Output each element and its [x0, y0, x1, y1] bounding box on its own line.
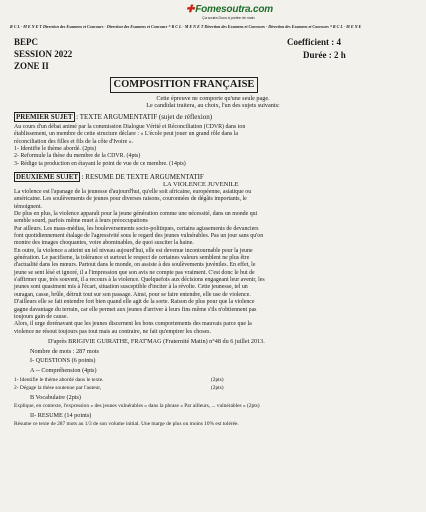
- sujet2-text: [14, 189, 265, 336]
- intro-line-1: Cette épreuve ne comporte qu'une seule page.: [156, 95, 270, 102]
- question-1-points: (2pts): [211, 377, 224, 383]
- question-2-points: (2pts): [211, 385, 224, 391]
- sujet1-line: réconciliation des filles et fils de la côte d'Ivoire ».: [14, 138, 134, 145]
- exam-zone: ZONE II: [14, 61, 49, 71]
- exam-session: SESSION 2022: [14, 49, 73, 59]
- exam-name: BEPC: [14, 37, 39, 47]
- logo-tagline: Ça soutra Docs à portée de main: [202, 15, 255, 20]
- text-line: gagne davantage du terrain, car elle permet aux jeunes d'arriver à leurs fins même s'ils n'obtiennent pas: [14, 306, 257, 313]
- questions-title: I- QUESTIONS (6 points): [30, 357, 96, 364]
- sujet1-line: établissement, un membre de cette structure déclare : « L'école peut jouer un grand rôle dans la: [14, 131, 238, 138]
- sujet1-question: 1- Identifie le thème abordé. (2pts): [14, 146, 97, 153]
- question-1: 1- Identifie le thème abordé dans le texte.: [14, 377, 104, 383]
- text-line: semble sourd, parfois même muet à leurs préoccupations: [14, 218, 148, 225]
- resume-question: Résume ce texte de 287 mots au 1/3 de son volume initial. Une marge de plus ou moins 10% est tolérée.: [14, 421, 239, 427]
- text-line: En outre, la violence a atteint un tel niveau aujourd'hui, elle est devenue incontournable pour la jeune: [14, 247, 253, 254]
- vocabulary-question: Explique, en contexte, l'expression « des jeunes vulnérables » dans la phrase « Par ailleurs, ... vulnérables » (2pts): [14, 403, 260, 409]
- sujet1-line: Au cours d'un débat animé par la commission Dialogue Vérité et Réconciliation (CDVR) dans ton: [14, 124, 246, 130]
- sujet1-question: 2- Reformule la thèse du membre de la CDVR. (4pts): [14, 153, 141, 160]
- text-line: toujours gain de cause.: [14, 313, 68, 320]
- text-source: D'après BRIGIVIE GUIRATHE, FRAT'MAG (Fraternité Matin) n°48 du 6 juillet 2013.: [48, 338, 265, 345]
- sujet1-body: [14, 124, 245, 168]
- text-line: jeune se sent lésé et ignoré, il a l'impression que son avis ne compte pas vraiment. C'est donc le but de: [14, 269, 255, 276]
- word-count: Nombre de mots : 287 mots: [30, 348, 99, 355]
- text-line: De plus en plus, la violence apparaît pour la jeune génération comme une nécessité, dans un monde qui: [14, 211, 258, 218]
- sujet1-label: PREMIER SUJET: [16, 113, 73, 121]
- text-line: jeunes sont quasiment mis à l'écart, situation susceptible d'inciter à la révolte. Cette jeunesse, tel un: [14, 284, 248, 291]
- text-line: Par ailleurs. Les mass-médias, les bouleversements socio-politiques, certains agissements de devanciers: [14, 225, 259, 232]
- intro-line-2: Le candidat traitera, au choix, l'un des sujets suivants:: [146, 102, 280, 109]
- text-line: La violence est l'apanage de la jeunesse d'aujourd'hui, qu'elle soit africaine, européenne, asiatique ou: [14, 189, 252, 195]
- text-title: LA VIOLENCE JUVENILE: [163, 181, 239, 188]
- text-line: D'ailleurs elle se fait entendre fort bien quand elle agit de la sorte. Raison de plus pour que la violence: [14, 299, 255, 306]
- resume-title: II- RESUME (14 points): [30, 412, 92, 419]
- sujet1-heading: [14, 112, 212, 122]
- sujet2-type: : RESUME DE TEXTE ARGUMENTATIF: [81, 173, 204, 181]
- site-logo: [186, 4, 273, 20]
- logo-cross-icon: ✚: [186, 4, 195, 15]
- vocabulary-title: B Vocabulaire (2pts): [30, 394, 81, 401]
- sujet1-question: 3- Rédige ta production en étayant le point de vue de ce membre. (14pts): [14, 160, 186, 167]
- sujet2-label: DEUXIEME SUJET: [16, 173, 79, 181]
- text-line: font quotidiennement étalage de l'agressivité sous le regard des jeunes vulnérables. Pas un jour sans qu'on: [14, 233, 264, 240]
- comprehension-title: A -- Compréhension (4pts): [30, 367, 97, 374]
- text-line: s'affirmer que, très souvent, il a recours à la violence. Quelquefois aux décisions engageant leur avenir, les: [14, 277, 265, 284]
- page-title: COMPOSITION FRANÇAISE: [110, 77, 258, 93]
- sujet1-type: : TEXTE ARGUMENTATIF (sujet de réflexion): [76, 113, 213, 121]
- text-line: d'actualité dans les mœurs. Partout dans le monde, on assiste à des soulèvements juvéniles. En effet, le: [14, 262, 256, 269]
- exam-coefficient: Coefficient : 4: [287, 37, 341, 47]
- question-2: 2- Dégage la thèse soutenue par l'auteur,: [14, 385, 102, 391]
- exam-duration: Durée : 2 h: [303, 50, 346, 60]
- text-line: américaine. Les soulèvements de jeunes pour diverses raisons, couronnées de dégâts importants, le: [14, 196, 247, 203]
- text-line: témoignent.: [14, 203, 42, 210]
- text-line: Alors, il urge dorénavant que les jeunes discernent les bons comportements des mauvais parce que la: [14, 321, 252, 328]
- logo-name: Fomesoutra.com: [195, 4, 273, 15]
- text-line: ouragan, casse, brûle, détruit tout sur son passage. Ainsi, pour se faire entendre, elle use de violence.: [14, 291, 251, 298]
- text-line: montre des images choquantes, voire abominables, de quoi susciter la haine.: [14, 240, 194, 247]
- text-line: génération. Le pacifisme, la tolérance et surtout le respect de certaines valeurs semblent ne plus être: [14, 255, 250, 262]
- text-line: violence ne résout toujours pas tout mais au contraire, ne fait qu'empirer les choses.: [14, 328, 211, 335]
- ministry-banner: R C L - M E N E T Direction des Examens et Concours - Direction des Examens et Concours * R C L - M E N E T Direction des Examens et Concours - Direction des Examens et Concours * R C L - M E N E: [10, 24, 362, 29]
